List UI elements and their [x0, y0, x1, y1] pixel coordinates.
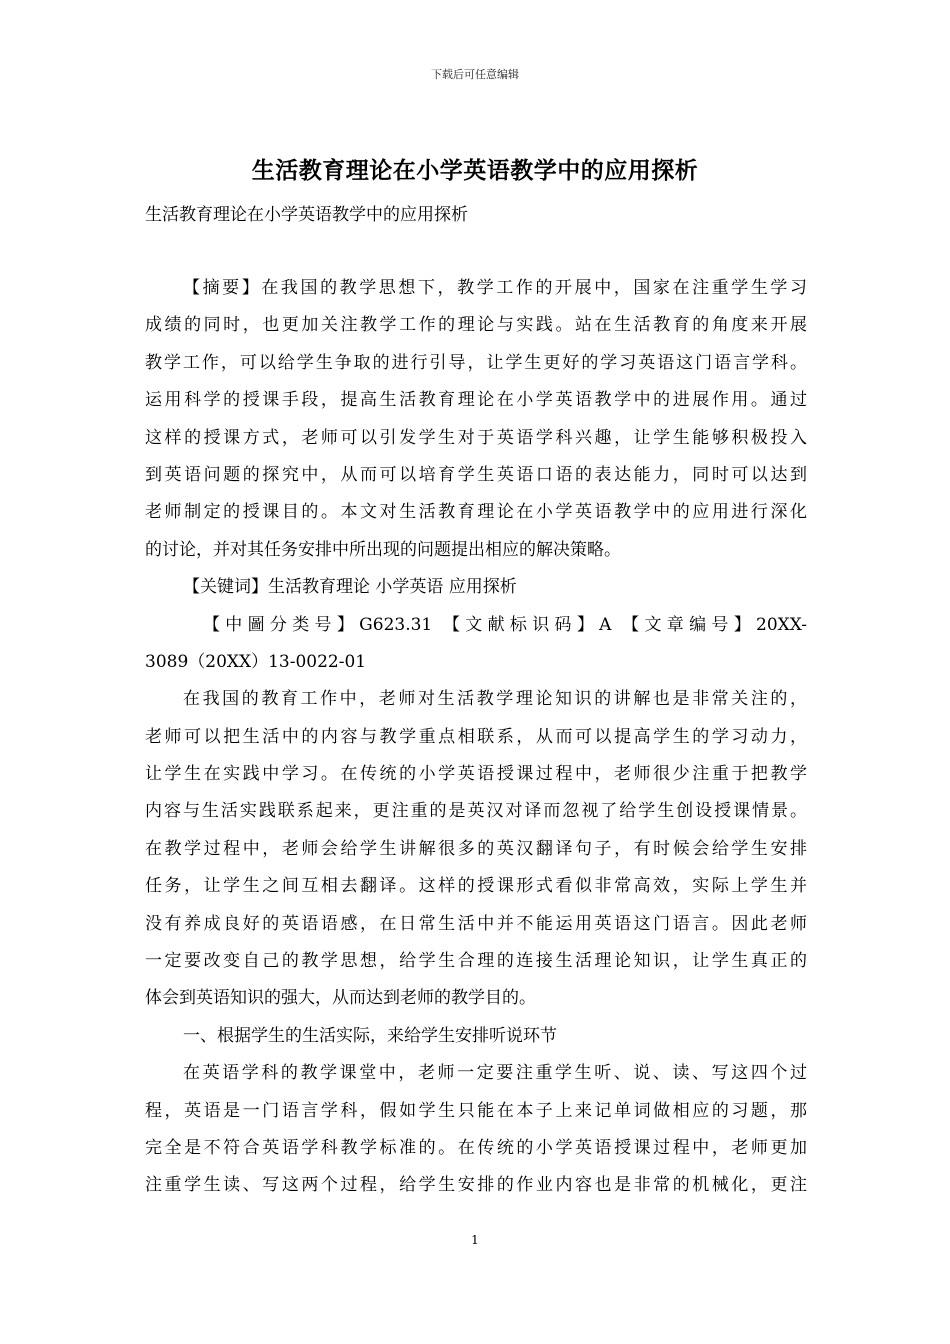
paragraph-line: 在英语学科的教学课堂中，老师一定要注重学生听、说、读、写这四个过	[183, 1063, 807, 1084]
abstract-line: 教学工作，可以给学生争取的进行引导，让学生更好的学习英语这门语言学科。	[145, 352, 807, 373]
paragraph-line: 程，英语是一门语言学科，假如学生只能在本子上来记单词做相应的习题，那	[145, 1100, 807, 1121]
document-subtitle: 生活教育理论在小学英语教学中的应用探析	[145, 205, 468, 225]
paragraph-line: 一定要改变自己的教学思想，给学生合理的连接生活理论知识，让学生真正的	[145, 951, 807, 972]
page-header: 下载后可任意编辑	[431, 68, 519, 81]
paragraph-line: 任务，让学生之间互相去翻译。这样的授课形式看似非常高效，实际上学生并	[145, 876, 807, 897]
abstract-line: 成绩的同时，也更加关注教学工作的理论与实践。站在生活教育的角度来开展	[145, 315, 807, 336]
abstract-line: 的讨论，并对其任务安排中所出现的问题提出相应的解决策略。	[145, 539, 621, 560]
abstract-line: 到英语问题的探究中，从而可以培育学生英语口语的表达能力，同时可以达到	[145, 464, 807, 485]
paragraph-line: 在我国的教育工作中，老师对生活教学理论知识的讲解也是非常关注的，	[183, 689, 807, 710]
paragraph-line: 注重学生读、写这两个过程，给学生安排的作业内容也是非常的机械化，更注	[145, 1175, 807, 1196]
paragraph-line: 体会到英语知识的强大，从而达到老师的教学目的。	[145, 988, 536, 1009]
document-body	[145, 270, 807, 1205]
paragraph-line: 老师可以把生活中的内容与教学重点相联系，从而可以提高学生的学习动力，	[145, 726, 807, 747]
abstract-line: 老师制定的授课目的。本文对生活教育理论在小学英语教学中的应用进行深化	[145, 502, 807, 523]
classification-line: 【中圖分类号】G623.31 【文献标识码】A 【文章编号】20XX-	[203, 614, 807, 635]
paragraph-line: 完全是不符合英语学科教学标准的。在传统的小学英语授课过程中，老师更加	[145, 1137, 807, 1158]
paragraph-line: 内容与生活实践联系起来，更注重的是英汉对译而忽视了给学生创设授课情景。	[145, 801, 807, 822]
paragraph-line: 让学生在实践中学习。在传统的小学英语授课过程中，老师很少注重于把教学	[145, 764, 807, 785]
section-heading: 一、根据学生的生活实际，来给学生安排听说环节	[183, 1025, 557, 1046]
classification-line: 3089（20XX）13-0022-01	[145, 651, 367, 672]
abstract-line: 运用科学的授课手段，提高生活教育理论在小学英语教学中的进展作用。通过	[145, 390, 807, 411]
paragraph-line: 没有养成良好的英语语感，在日常生活中并不能运用英语这门语言。因此老师	[145, 913, 807, 934]
paragraph-line: 在教学过程中，老师会给学生讲解很多的英汉翻译句子，有时候会给学生安排	[145, 838, 807, 859]
keywords-line: 【关键词】生活教育理论 小学英语 应用探析	[183, 577, 517, 598]
page-number: 1	[471, 1233, 479, 1247]
document-title: 生活教育理论在小学英语教学中的应用探析	[251, 157, 699, 184]
abstract-line: 这样的授课方式，老师可以引发学生对于英语学科兴趣，让学生能够积极投入	[145, 427, 807, 448]
abstract-line: 【摘要】在我国的教学思想下，教学工作的开展中，国家在注重学生学习	[183, 278, 807, 298]
